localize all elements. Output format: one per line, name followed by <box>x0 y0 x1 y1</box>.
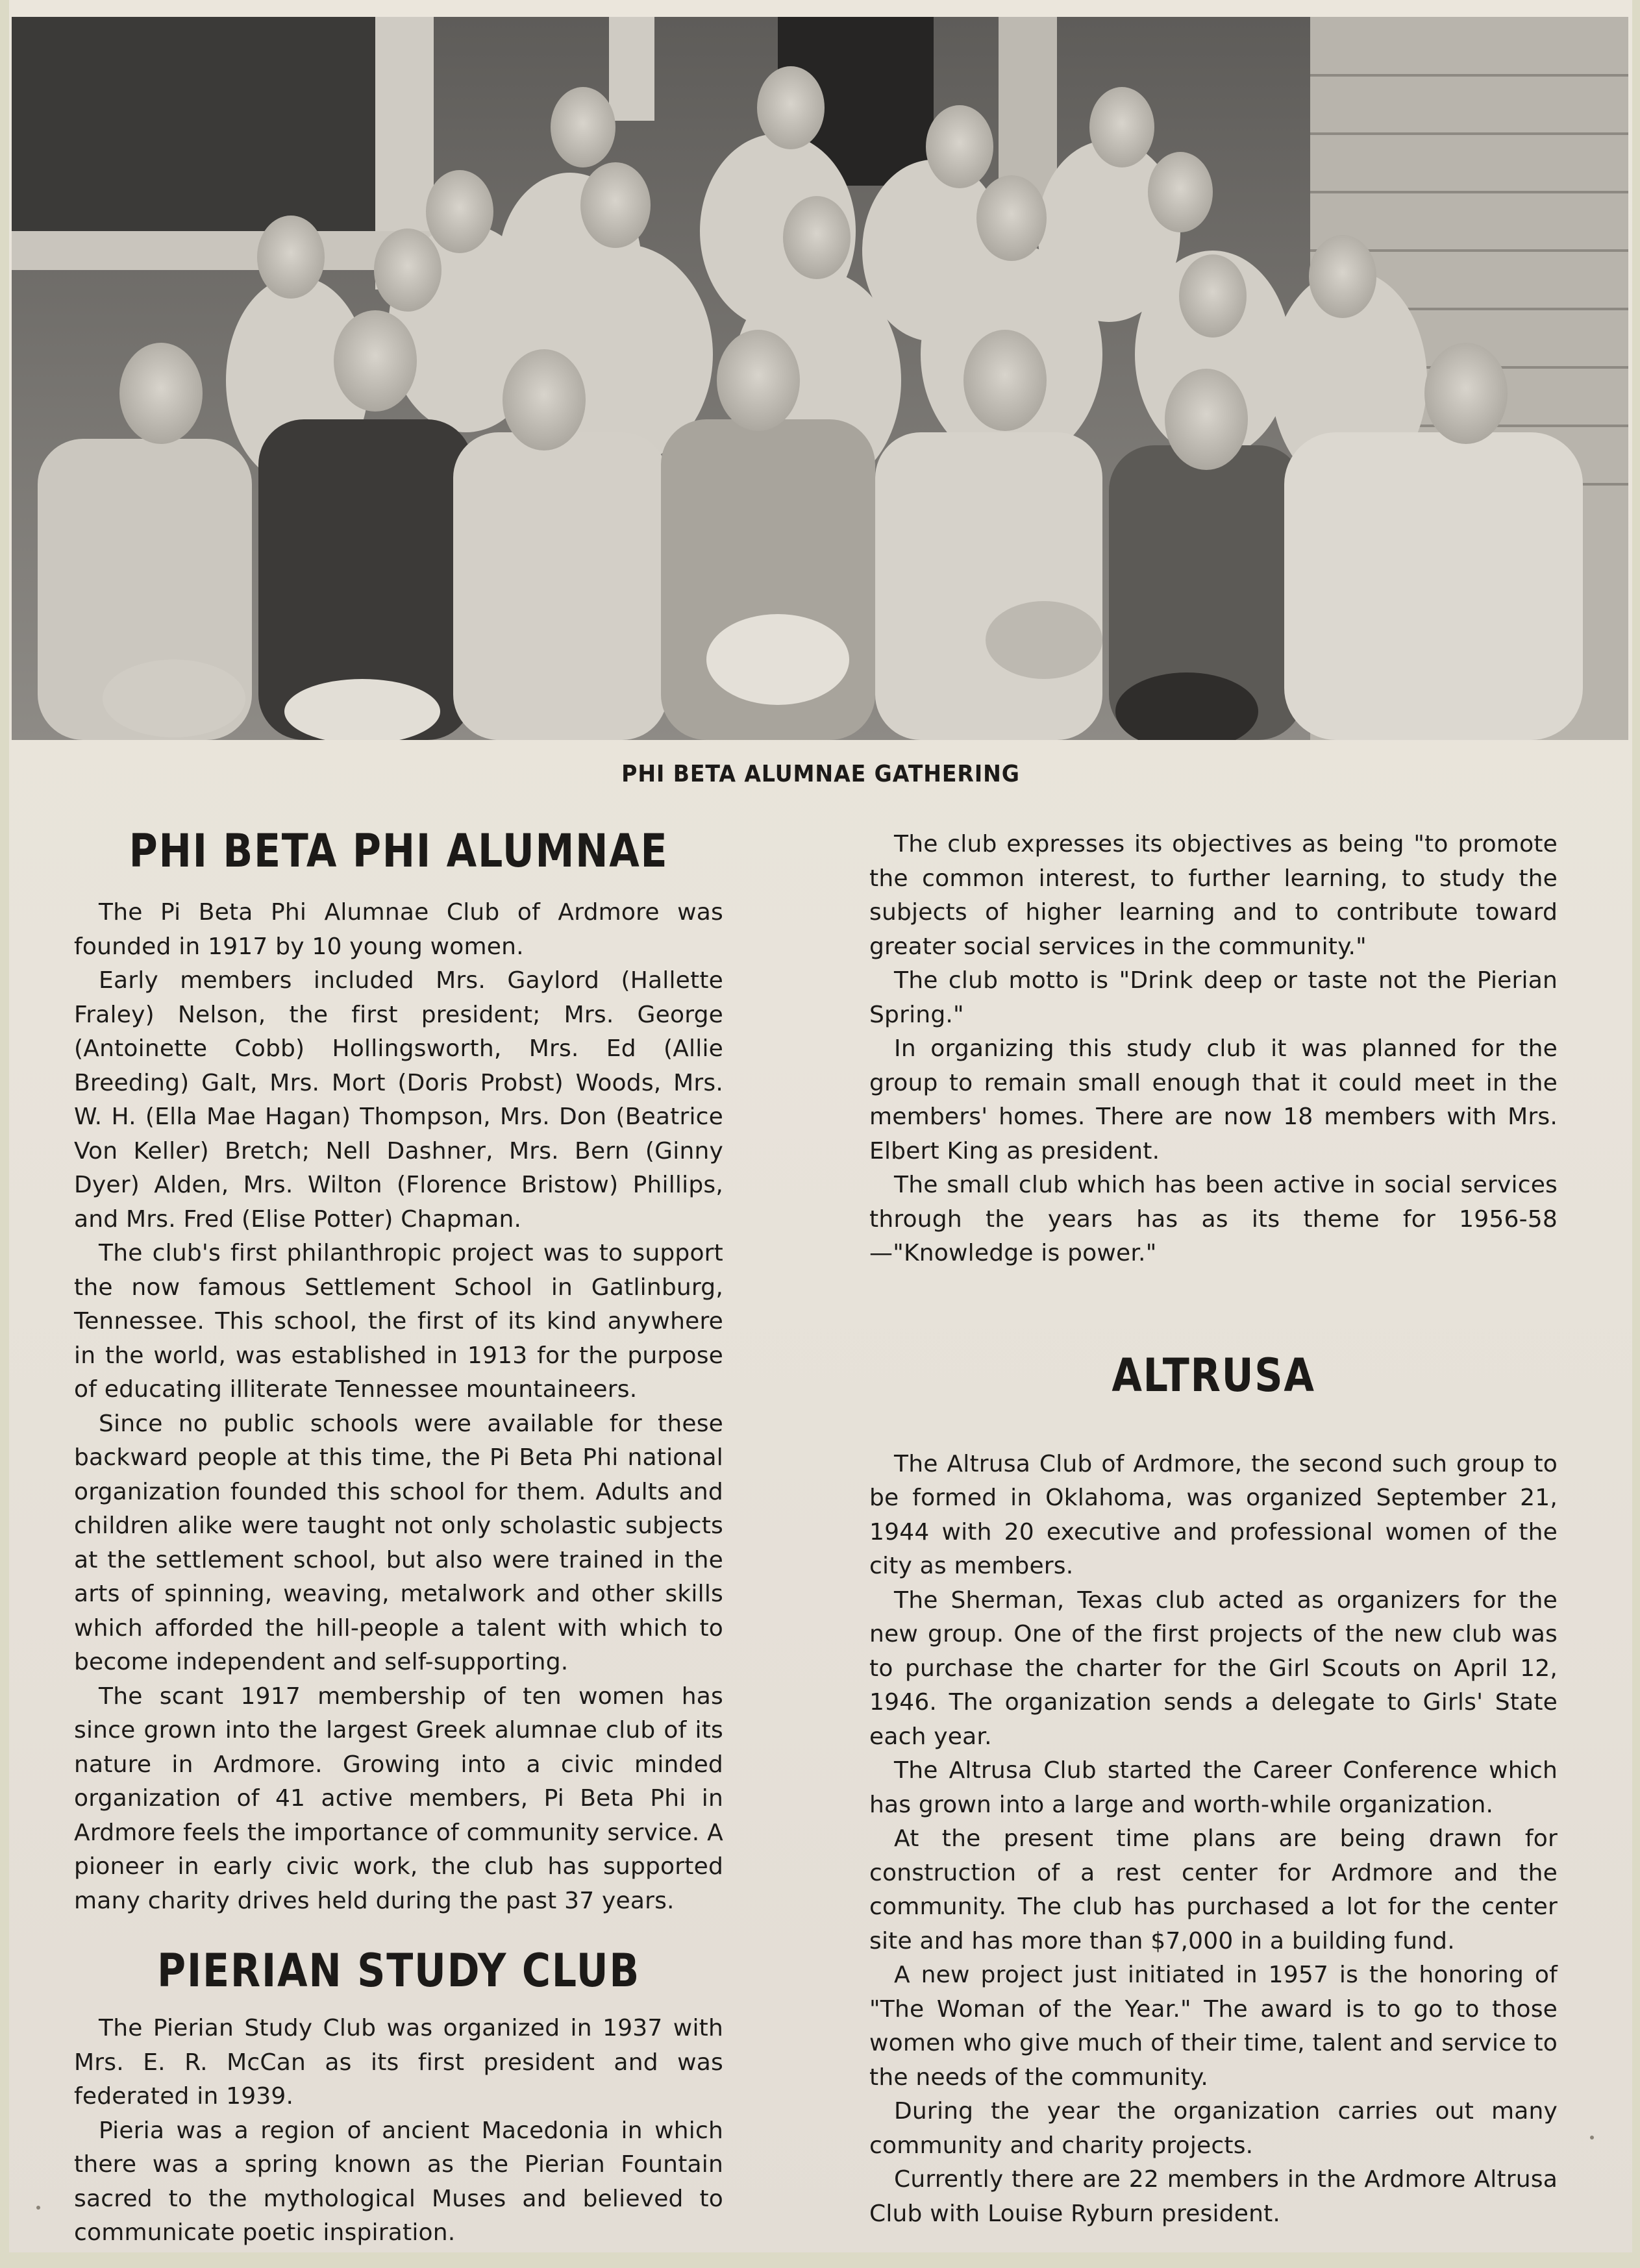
right-column <box>869 828 1558 2231</box>
paragraph: Early members included Mrs. Gaylord (Hallette Fraley) Nelson, the first president; Mrs. George (Antoinette Cobb) Hollingsworth, Mrs. Ed (Allie Breeding) Galt, Mrs. Mort (Doris Probst) Woods, Mrs. W. H. (Ella Mae Hagan) Thompson, Mrs. Don (Beatrice Von Keller) Bretch; Nell Dashner, Mrs. Bern (Ginny Dyer) Alden, Mrs. Wilton (Florence Bristow) Phillips, and Mrs. Fred (Elise Potter) Chapman. <box>74 967 723 1233</box>
porch-window <box>12 17 375 251</box>
paragraph: A new project just initiated in 1957 is the honoring of "The Woman of the Year." The award is to go to those women who give much of their time, talent and service to the needs of the community. <box>869 1962 1558 2091</box>
paragraph: The scant 1917 membership of ten women has since grown into the largest Greek alumnae club of its nature in Ardmore. Growing into a civic minded organization of 41 active members, Pi Beta Phi in Ardmore feels the importance of community service. A pioneer in early civic work, the club has supported many charity drives held during the past 37 years. <box>74 1683 723 1914</box>
heading-phi-beta-phi-alumnae: PHI BETA PHI ALUMNAE <box>129 824 669 878</box>
photo-caption: PHI BETA ALUMNAE GATHERING <box>621 761 1020 787</box>
paragraph: The Altrusa Club started the Career Conference which has grown into a large and worth-while organization. <box>869 1757 1558 1818</box>
group-photograph <box>12 17 1628 740</box>
paragraph: The small club which has been active in social services through the years has as its theme for 1956-58—"Knowledge is power." <box>869 1172 1558 1266</box>
paragraph: At the present time plans are being drawn for construction of a rest center for Ardmore and the community. The club has purchased a lot for the center site and has more than $7,000 in a building fund. <box>869 1825 1558 1954</box>
paragraph: The club's first philanthropic project was to support the now famous Settlement School in Gatlinburg, Tennessee. This school, the first of its kind anywhere in the world, was established in 1913 for the purpose of educating illiterate Tennessee mountaineers. <box>74 1240 723 1403</box>
heading-altrusa: ALTRUSA <box>1112 1348 1315 1402</box>
paragraph: Pieria was a region of ancient Macedonia in which there was a spring known as the Pierian Fountain sacred to the mythological Muses and believed to communicate poetic inspiration. <box>74 2117 723 2246</box>
paragraph: The Pi Beta Phi Alumnae Club of Ardmore was founded in 1917 by 10 young women. <box>74 899 723 960</box>
paragraph: In organizing this study club it was planned for the group to remain small enough that it could meet in the members' homes. There are now 18 members with Mrs. Elbert King as president. <box>869 1035 1558 1165</box>
paragraph: Currently there are 22 members in the Ardmore Altrusa Club with Louise Ryburn president. <box>869 2166 1558 2227</box>
paragraph: The Sherman, Texas club acted as organizers for the new group. One of the first projects of the new club was to purchase the charter for the Girl Scouts on April 12, 1946. The organization sends a delegate to Girls' State each year. <box>869 1586 1558 1750</box>
paragraph: During the year the organization carries out many community and charity projects. <box>869 2098 1558 2159</box>
paragraph: The club expresses its objectives as being "to promote the common interest, to further learning, to study the subjects of higher learning and to contribute toward greater social services in the community." <box>869 831 1558 960</box>
yearbook-page <box>9 0 1632 2252</box>
paper-speck <box>1590 2136 1594 2139</box>
paragraph: The club motto is "Drink deep or taste not the Pierian Spring." <box>869 967 1558 1028</box>
paragraph: The Pierian Study Club was organized in 1937 with Mrs. E. R. McCan as its first president and was federated in 1939. <box>74 2015 723 2110</box>
heading-pierian-study-club: PIERIAN STUDY CLUB <box>157 1944 640 1997</box>
left-column <box>74 824 723 2250</box>
photo-illustration <box>12 17 1628 740</box>
paragraph: Since no public schools were available for these backward people at this time, the Pi Beta Phi national organization founded this school for them. Adults and children alike were taught not only scholastic subjects at the settlement school, but also were trained in the arts of spinning, weaving, metalwork and other skills which afforded the hill-people a talent with which to become independent and self-supporting. <box>74 1410 723 1675</box>
paragraph: The Altrusa Club of Ardmore, the second such group to be formed in Oklahoma, was organized September 21, 1944 with 20 executive and professional women of the city as members. <box>869 1450 1558 1579</box>
paper-speck <box>36 2206 40 2210</box>
